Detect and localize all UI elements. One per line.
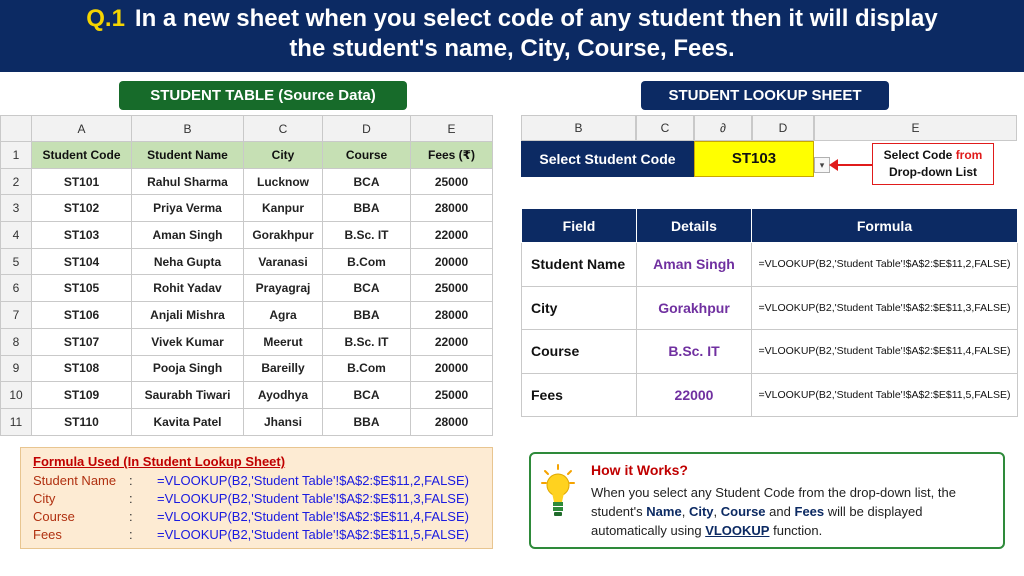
row-number[interactable]: 8	[1, 328, 32, 355]
keyword-fees: Fees	[794, 504, 825, 519]
cell[interactable]: BCA	[323, 275, 411, 302]
header-cell[interactable]: Course	[323, 142, 411, 169]
formula-cell[interactable]: =VLOOKUP(B2,'Student Table'!$A$2:$E$11,2,FALSE)	[752, 243, 1018, 287]
row-number[interactable]: 4	[1, 222, 32, 249]
cell[interactable]: Bareilly	[244, 355, 323, 382]
table-row	[1, 355, 493, 382]
col-header[interactable]: E	[814, 115, 1017, 141]
cell[interactable]: 20000	[411, 248, 493, 275]
lookup-section-label: STUDENT LOOKUP SHEET	[641, 81, 889, 110]
table-row	[1, 382, 493, 409]
row-number[interactable]: 10	[1, 382, 32, 409]
cell[interactable]: ST105	[32, 275, 132, 302]
col-header[interactable]: C	[244, 116, 323, 142]
lookup-header-row	[522, 209, 1018, 243]
formula-colon: :	[129, 527, 133, 542]
table-row	[1, 275, 493, 302]
formula-expr: =VLOOKUP(B2,'Student Table'!$A$2:$E$11,2,FALSE)	[157, 473, 469, 488]
row-number[interactable]: 3	[1, 195, 32, 222]
cell[interactable]: 25000	[411, 275, 493, 302]
cell[interactable]: Pooja Singh	[132, 355, 244, 382]
lookup-result-table	[521, 208, 1018, 417]
header-cell[interactable]: Details	[637, 209, 752, 243]
cell[interactable]: 25000	[411, 382, 493, 409]
row-number[interactable]: 9	[1, 355, 32, 382]
page-header	[0, 0, 1024, 72]
corner-cell[interactable]	[1, 116, 32, 142]
cell[interactable]: 28000	[411, 408, 493, 435]
table-row	[522, 286, 1018, 330]
row-number[interactable]: 2	[1, 168, 32, 195]
table-row	[1, 302, 493, 329]
cell[interactable]: 22000	[411, 222, 493, 249]
how-it-works-box	[529, 452, 1005, 549]
col-header[interactable]: B	[132, 116, 244, 142]
callout-text-a: Select Code	[883, 148, 953, 162]
cell[interactable]: ST107	[32, 328, 132, 355]
dropdown-callout	[872, 143, 994, 185]
cell[interactable]: ST108	[32, 355, 132, 382]
formula-expr: =VLOOKUP(B2,'Student Table'!$A$2:$E$11,4,FALSE)	[157, 509, 469, 524]
formula-row	[33, 490, 480, 508]
formula-colon: :	[129, 473, 133, 488]
cell[interactable]: Rahul Sharma	[132, 168, 244, 195]
row-number[interactable]: 5	[1, 248, 32, 275]
student-code-dropdown[interactable]: ST103	[694, 141, 814, 177]
cell[interactable]: Vivek Kumar	[132, 328, 244, 355]
cell[interactable]: ST106	[32, 302, 132, 329]
cell[interactable]: B.Sc. IT	[323, 328, 411, 355]
formula-cell[interactable]: =VLOOKUP(B2,'Student Table'!$A$2:$E$11,3,FALSE)	[752, 286, 1018, 330]
formula-expr: =VLOOKUP(B2,'Student Table'!$A$2:$E$11,3,FALSE)	[157, 491, 469, 506]
formula-box-title: Formula Used (In Student Lookup Sheet)	[33, 454, 286, 469]
table-row	[1, 328, 493, 355]
callout-text-c: Drop-down List	[889, 165, 977, 179]
source-table	[0, 115, 493, 436]
table-header-row	[1, 142, 493, 169]
col-header[interactable]: D	[752, 115, 814, 141]
formula-row	[33, 508, 480, 526]
formula-name: Student Name	[33, 473, 117, 488]
field-cell[interactable]: Student Name	[522, 243, 637, 287]
cell[interactable]: Anjali Mishra	[132, 302, 244, 329]
keyword-course: Course	[720, 504, 766, 519]
cell[interactable]: BBA	[323, 195, 411, 222]
table-row	[522, 243, 1018, 287]
cell[interactable]: Rohit Yadav	[132, 275, 244, 302]
formula-used-box	[20, 447, 493, 549]
keyword-city: City	[688, 504, 714, 519]
cell[interactable]: ST101	[32, 168, 132, 195]
cell[interactable]: B.Com	[323, 248, 411, 275]
formula-colon: :	[129, 509, 133, 524]
cell[interactable]: BCA	[323, 382, 411, 409]
cell[interactable]: BBA	[323, 302, 411, 329]
callout-text-b: from	[955, 148, 983, 162]
row-number[interactable]: 7	[1, 302, 32, 329]
cell[interactable]: 28000	[411, 195, 493, 222]
col-header[interactable]: E	[411, 116, 493, 142]
row-number[interactable]: 11	[1, 408, 32, 435]
field-cell[interactable]: Course	[522, 330, 637, 374]
table-row	[1, 168, 493, 195]
formula-name: City	[33, 491, 56, 506]
select-code-label: Select Student Code	[521, 141, 694, 177]
cell[interactable]: Prayagraj	[244, 275, 323, 302]
sep-1: ,	[681, 504, 686, 519]
cell[interactable]: Meerut	[244, 328, 323, 355]
detail-cell[interactable]: Gorakhpur	[637, 286, 752, 330]
dropdown-arrow-icon[interactable]: ▾	[814, 157, 830, 173]
how-text-2: will be displayed automatically using	[591, 504, 923, 538]
header-line-1	[0, 5, 1024, 33]
formula-row	[33, 526, 480, 544]
cell[interactable]: Kavita Patel	[132, 408, 244, 435]
col-header[interactable]: B	[521, 115, 636, 141]
header-text-1: In a new sheet when you select code of any student then it will display	[134, 5, 938, 32]
sep-3: and	[769, 504, 791, 519]
formula-colon: :	[129, 491, 133, 506]
col-header[interactable]: D	[323, 116, 411, 142]
select-code-row	[521, 141, 814, 177]
col-header[interactable]: ∂	[694, 115, 752, 141]
lookup-column-headers	[521, 115, 1017, 141]
formula-row	[33, 472, 480, 490]
cell[interactable]: Lucknow	[244, 168, 323, 195]
keyword-vlookup: VLOOKUP	[705, 523, 770, 538]
header-cell[interactable]: Student Code	[32, 142, 132, 169]
cell[interactable]: ST109	[32, 382, 132, 409]
cell[interactable]: Jhansi	[244, 408, 323, 435]
formula-cell[interactable]: =VLOOKUP(B2,'Student Table'!$A$2:$E$11,5,FALSE)	[752, 373, 1018, 417]
cell[interactable]: B.Com	[323, 355, 411, 382]
table-row	[522, 330, 1018, 374]
header-cell[interactable]: Field	[522, 209, 637, 243]
table-row	[1, 195, 493, 222]
header-cell[interactable]: Formula	[752, 209, 1018, 243]
detail-cell[interactable]: Aman Singh	[637, 243, 752, 287]
cell[interactable]: Saurabh Tiwari	[132, 382, 244, 409]
cell[interactable]: Ayodhya	[244, 382, 323, 409]
col-header[interactable]: A	[32, 116, 132, 142]
cell[interactable]: Aman Singh	[132, 222, 244, 249]
formula-expr: =VLOOKUP(B2,'Student Table'!$A$2:$E$11,5,FALSE)	[157, 527, 469, 542]
cell[interactable]: Kanpur	[244, 195, 323, 222]
cell[interactable]: Priya Verma	[132, 195, 244, 222]
source-section-label: STUDENT TABLE (Source Data)	[119, 81, 407, 110]
detail-cell[interactable]: B.Sc. IT	[637, 330, 752, 374]
cell[interactable]: Agra	[244, 302, 323, 329]
cell[interactable]: 25000	[411, 168, 493, 195]
how-it-works-text	[591, 483, 996, 540]
cell[interactable]: 22000	[411, 328, 493, 355]
header-cell[interactable]: Fees (₹)	[411, 142, 493, 169]
keyword-name: Name	[646, 504, 682, 519]
cell[interactable]: ST102	[32, 195, 132, 222]
field-cell[interactable]: City	[522, 286, 637, 330]
header-line-2: the student's name, City, Course, Fees.	[289, 35, 735, 62]
cell[interactable]: 28000	[411, 302, 493, 329]
how-text-1: When you select any Student Code from the drop-down list, the student's	[591, 485, 956, 519]
table-row	[1, 408, 493, 435]
cell[interactable]: Varanasi	[244, 248, 323, 275]
header-cell[interactable]: Student Name	[132, 142, 244, 169]
cell[interactable]: Gorakhpur	[244, 222, 323, 249]
question-number: Q.1	[86, 5, 125, 32]
col-header[interactable]: C	[636, 115, 694, 141]
formula-cell[interactable]: =VLOOKUP(B2,'Student Table'!$A$2:$E$11,4,FALSE)	[752, 330, 1018, 374]
cell[interactable]: ST104	[32, 248, 132, 275]
cell[interactable]: 20000	[411, 355, 493, 382]
table-row	[522, 373, 1018, 417]
callout-arrow-line	[833, 164, 873, 166]
cell[interactable]: ST110	[32, 408, 132, 435]
formula-name: Fees	[33, 527, 62, 542]
row-number[interactable]: 6	[1, 275, 32, 302]
formula-name: Course	[33, 509, 75, 524]
how-text-3: function.	[773, 523, 823, 538]
cell[interactable]: BBA	[323, 408, 411, 435]
row-number[interactable]: 1	[1, 142, 32, 169]
cell[interactable]: BCA	[323, 168, 411, 195]
how-it-works-title: How it Works?	[591, 462, 688, 478]
table-row	[1, 222, 493, 249]
arrow-left-icon	[829, 159, 838, 171]
detail-cell[interactable]: 22000	[637, 373, 752, 417]
table-row	[1, 248, 493, 275]
cell[interactable]: B.Sc. IT	[323, 222, 411, 249]
sep-2: ,	[713, 504, 718, 519]
cell[interactable]: ST103	[32, 222, 132, 249]
lightbulb-icon	[541, 464, 575, 520]
header-cell[interactable]: City	[244, 142, 323, 169]
field-cell[interactable]: Fees	[522, 373, 637, 417]
cell[interactable]: Neha Gupta	[132, 248, 244, 275]
